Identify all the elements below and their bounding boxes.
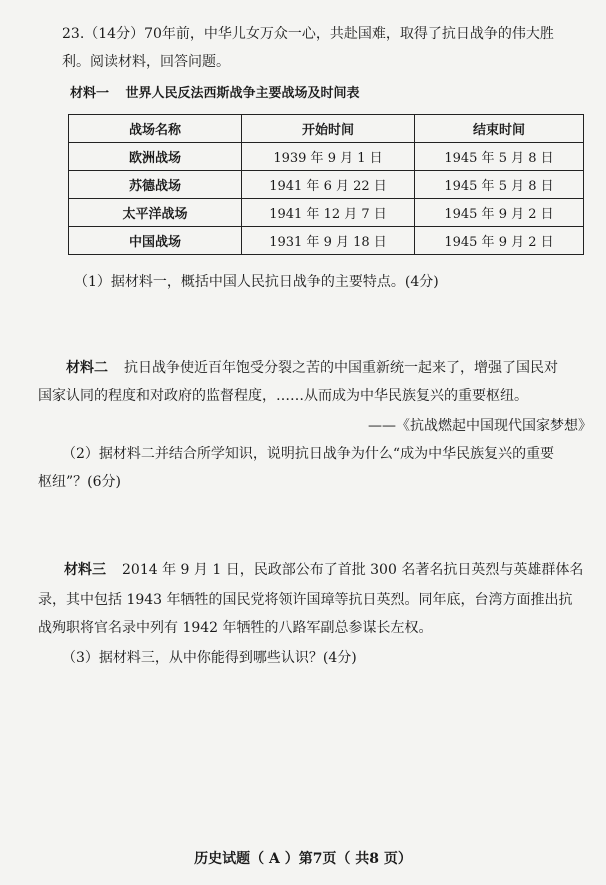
cell-name: 中国战场	[69, 227, 242, 255]
cell-start: 1939 年 9 月 1 日	[242, 143, 415, 171]
cell-end: 1945 年 5 月 8 日	[415, 171, 584, 199]
cell-start: 1931 年 9 月 18 日	[242, 227, 415, 255]
material3-line3: 战殉职将官名录中列有 1942 年牺牲的八路军副总参谋长左权。	[38, 620, 433, 636]
table-row	[69, 143, 584, 171]
material3-text-1: 2014 年 9 月 1 日，民政部公布了首批 300 名著名抗日英烈与英雄群体名	[122, 562, 584, 578]
question-intro-line1: 23.（14分）70年前，中华儿女万众一心，共赴国难，取得了抗日战争的伟大胜	[62, 26, 554, 42]
header-battlefield: 战场名称	[69, 115, 242, 143]
header-end: 结束时间	[415, 115, 584, 143]
cell-name: 苏德战场	[69, 171, 242, 199]
battlefield-table	[68, 114, 584, 255]
material1-title: 世界人民反法西斯战争主要战场及时间表	[125, 86, 360, 101]
material2-text-1: 抗日战争使近百年饱受分裂之苦的中国重新统一起来了，增强了国民对	[124, 360, 558, 376]
cell-end: 1945 年 9 月 2 日	[415, 227, 584, 255]
question-2-line1: （2）据材料二并结合所学知识，说明抗日战争为什么“成为中华民族复兴的重要	[62, 446, 555, 462]
cell-start: 1941 年 6 月 22 日	[242, 171, 415, 199]
table-row	[69, 199, 584, 227]
material2-line1	[66, 358, 558, 378]
material3-line2: 录，其中包括 1943 年牺牲的国民党将领许国璋等抗日英烈。同年底，台湾方面推出抗	[38, 592, 573, 608]
header-start: 开始时间	[242, 115, 415, 143]
table-header-row	[69, 115, 584, 143]
question-intro-line2: 利。阅读材料，回答问题。	[62, 54, 230, 70]
table-row	[69, 227, 584, 255]
cell-end: 1945 年 9 月 2 日	[415, 199, 584, 227]
cell-start: 1941 年 12 月 7 日	[242, 199, 415, 227]
material2-line2: 国家认同的程度和对政府的监督程度，……从而成为中华民族复兴的重要枢纽。	[38, 388, 528, 404]
table-row	[69, 171, 584, 199]
material2-label: 材料二	[66, 360, 108, 376]
question-2-line2: 枢纽”？(6分)	[38, 474, 121, 490]
cell-end: 1945 年 5 月 8 日	[415, 143, 584, 171]
cell-name: 太平洋战场	[69, 199, 242, 227]
material3-label: 材料三	[64, 562, 106, 578]
page-footer: 历史试题（ A ）第7页（ 共8 页）	[194, 851, 412, 867]
material1-heading	[70, 84, 360, 104]
cell-name: 欧洲战场	[69, 143, 242, 171]
material3-line1	[64, 560, 583, 580]
material1-label: 材料一	[70, 86, 110, 101]
question-3: （3）据材料三，从中你能得到哪些认识？(4分)	[62, 650, 357, 666]
question-1: （1）据材料一，概括中国人民抗日战争的主要特点。(4分)	[74, 274, 439, 290]
material2-source: ——《抗战燃起中国现代国家梦想》	[368, 418, 592, 434]
